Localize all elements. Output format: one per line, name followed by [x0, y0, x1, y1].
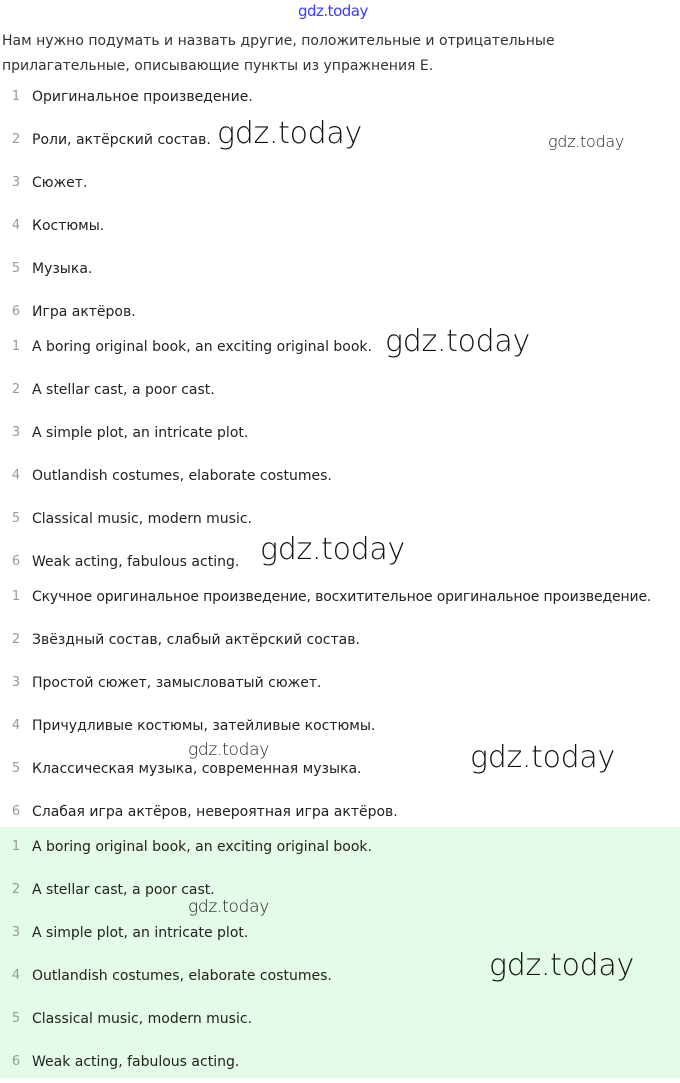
- item-number: 1: [11, 89, 21, 104]
- list-item: [0, 747, 362, 790]
- list-item: [0, 411, 248, 454]
- list-item: [0, 118, 211, 161]
- list-item: [0, 868, 215, 911]
- list-item: [0, 368, 215, 411]
- item-number: 6: [11, 554, 21, 569]
- list-item: [0, 247, 92, 290]
- watermark: gdz.today: [188, 897, 269, 917]
- item-text: A simple plot, an intricate plot.: [32, 424, 249, 441]
- list-item: [0, 75, 253, 118]
- item-number: 6: [11, 304, 21, 319]
- item-number: 5: [11, 511, 21, 526]
- list-item: [0, 825, 372, 868]
- list-item: [0, 204, 104, 247]
- item-number: 5: [11, 1011, 21, 1026]
- item-number: 3: [11, 425, 21, 440]
- list-item: [0, 997, 252, 1040]
- item-text: Музыка.: [32, 260, 93, 277]
- item-number: 1: [11, 839, 21, 854]
- item-text: A boring original book, an exciting original book.: [32, 838, 372, 855]
- watermark: gdz.today: [489, 948, 634, 983]
- item-text: Classical music, modern music.: [32, 510, 253, 527]
- item-text: Outlandish costumes, elaborate costumes.: [32, 967, 332, 984]
- list-item: [0, 954, 332, 997]
- list-item: [0, 161, 87, 204]
- item-number: 3: [11, 175, 21, 190]
- item-number: 4: [11, 218, 21, 233]
- item-number: 1: [11, 339, 21, 354]
- watermark: gdz.today: [470, 740, 615, 775]
- list-item: [0, 661, 321, 704]
- list-item: [0, 1040, 239, 1083]
- item-number: 6: [11, 1054, 21, 1069]
- watermark: gdz.today: [260, 532, 405, 567]
- item-number: 6: [11, 804, 21, 819]
- item-text: Звёздный состав, слабый актёрский состав.: [32, 631, 360, 648]
- list-item: [0, 325, 372, 368]
- item-number: 5: [11, 261, 21, 276]
- item-number: 4: [11, 468, 21, 483]
- list-item: [0, 575, 651, 618]
- item-text: Игра актёров.: [32, 303, 136, 320]
- item-text: Сюжет.: [32, 174, 88, 191]
- item-number: 2: [11, 382, 21, 397]
- item-text: A stellar cast, a poor cast.: [32, 881, 215, 898]
- list-item: [0, 454, 332, 497]
- intro-paragraph: Нам нужно подумать и назвать другие, положительные и отрицательные прилагательные, описывающие пункты из упражнения E.: [2, 33, 555, 74]
- item-number: 3: [11, 925, 21, 940]
- item-number: 4: [11, 718, 21, 733]
- watermark: gdz.today: [217, 116, 362, 151]
- item-text: Причудливые костюмы, затейливые костюмы.: [32, 717, 376, 734]
- list-item: [0, 497, 252, 540]
- item-number: 5: [11, 761, 21, 776]
- item-text: Outlandish costumes, elaborate costumes.: [32, 467, 332, 484]
- watermark: gdz.today: [548, 132, 625, 151]
- item-text: Weak acting, fabulous acting.: [32, 1053, 240, 1070]
- item-text: Костюмы.: [32, 217, 105, 234]
- item-text: Classical music, modern music.: [32, 1010, 253, 1027]
- item-text: Weak acting, fabulous acting.: [32, 553, 240, 570]
- list-item: [0, 618, 360, 661]
- item-text: Простой сюжет, замысловатый сюжет.: [32, 674, 322, 691]
- item-number: 2: [11, 632, 21, 647]
- item-text: A stellar cast, a poor cast.: [32, 381, 215, 398]
- watermark: gdz.today: [188, 740, 269, 760]
- item-text: Классическая музыка, современная музыка.: [32, 760, 362, 777]
- item-text: Скучное оригинальное произведение, восхитительное оригинальное произведение.: [32, 588, 652, 605]
- watermark: gdz.today: [385, 324, 530, 359]
- item-number: 3: [11, 675, 21, 690]
- item-text: A simple plot, an intricate plot.: [32, 924, 249, 941]
- list-item: [0, 911, 248, 954]
- item-text: Роли, актёрский состав.: [32, 131, 211, 148]
- item-number: 2: [11, 132, 21, 147]
- item-text: Слабая игра актёров, невероятная игра актёров.: [32, 803, 398, 820]
- item-text: A boring original book, an exciting original book.: [32, 338, 372, 355]
- item-number: 4: [11, 968, 21, 983]
- top-watermark: gdz.today: [298, 2, 368, 20]
- item-number: 2: [11, 882, 21, 897]
- item-text: Оригинальное произведение.: [32, 88, 253, 105]
- item-number: 1: [11, 589, 21, 604]
